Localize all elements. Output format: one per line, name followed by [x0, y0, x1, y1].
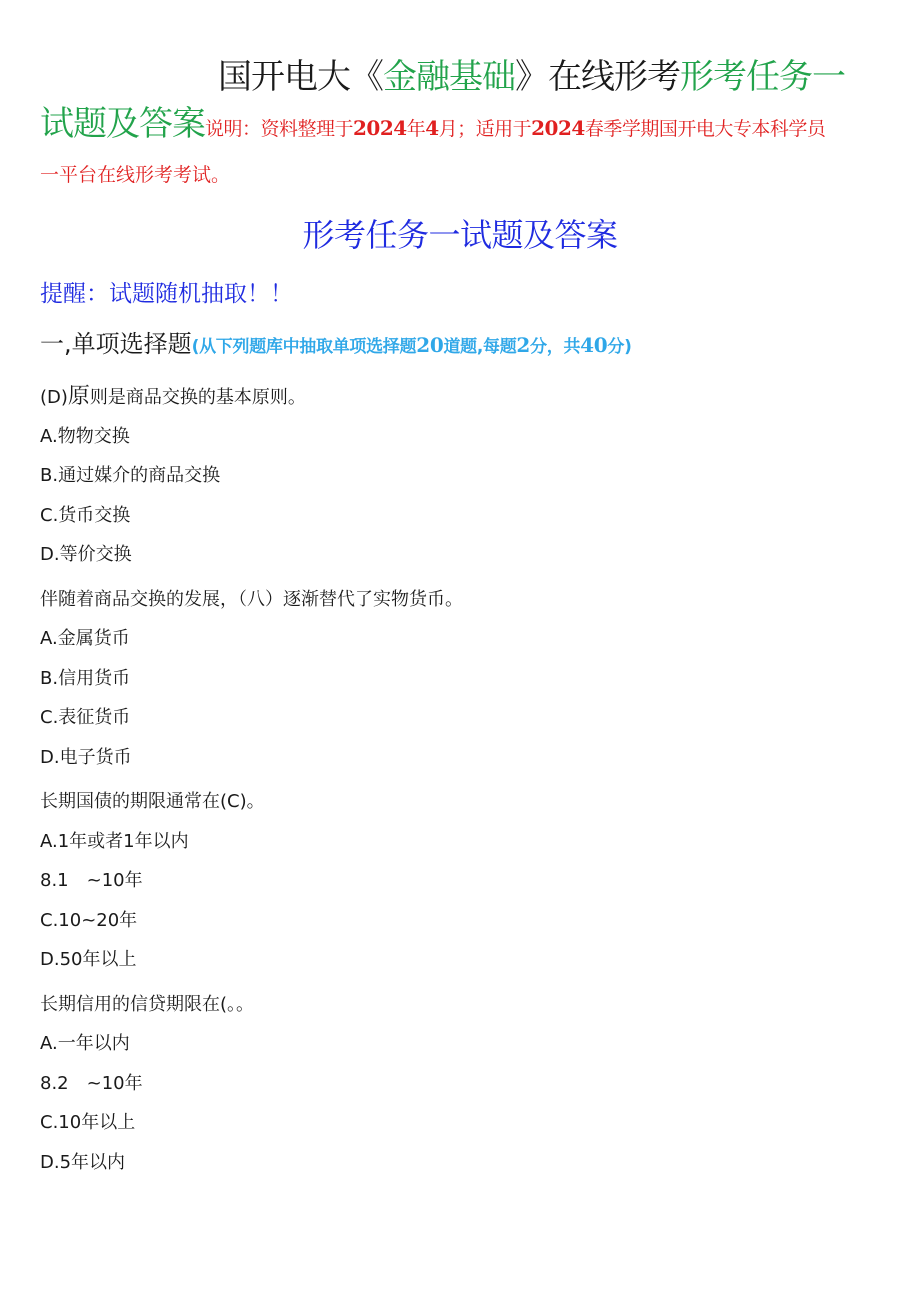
title-part-3: 形考任务一	[680, 57, 845, 97]
question-option: 8.1 ~10年	[40, 870, 143, 891]
note-part-c: 月；适用于	[438, 118, 532, 140]
part-heading	[40, 326, 632, 365]
question-option: A.1年或者1年以内	[40, 830, 189, 852]
note-part-b: 年	[406, 118, 426, 140]
question-option: A.金属货币	[40, 628, 130, 649]
question-stem: 长期国债的期限通常在(C)。	[40, 791, 265, 812]
question-stem-prefix: (D)	[40, 387, 68, 408]
part-sub-d: 分)	[607, 337, 632, 357]
question-option: C.10年以上	[40, 1112, 136, 1133]
note-line-2: 一平台在线形考考试。	[40, 164, 231, 186]
title-continuation-line	[40, 100, 900, 154]
question-option: A.一年以内	[40, 1033, 130, 1054]
part-heading-sub	[191, 333, 632, 357]
question-option: D.5年以内	[40, 1151, 126, 1173]
part-sub-num-1: 20	[416, 333, 444, 357]
document-title	[218, 54, 908, 100]
question-1	[40, 384, 880, 582]
question-stem: 伴随着商品交换的发展，（八）逐渐替代了实物货币。	[40, 588, 463, 610]
note-month: 4	[425, 116, 439, 140]
question-list	[40, 384, 880, 1194]
question-option: C.表征货币	[40, 707, 131, 728]
section-title: 形考任务一试题及答案	[302, 216, 618, 254]
reminder-text: 提醒：试题随机抽取！！	[40, 281, 293, 307]
title-part-1: 国开电大《	[218, 57, 383, 97]
title-part-2: 》在线形考	[515, 57, 680, 97]
part-heading-main: 一,单项选择题	[40, 330, 192, 358]
title-course-name: 金融基础	[383, 57, 515, 97]
question-3	[40, 789, 880, 987]
part-sub-num-2: 2	[516, 333, 531, 357]
note-part-a: 说明：资料整理于	[205, 118, 354, 140]
part-sub-a: (从下列题库中抽取单项选择题	[191, 337, 417, 357]
part-sub-num-3: 40	[580, 333, 608, 357]
question-stem-text: 则是商品交换的基本原则。	[89, 387, 306, 408]
question-stem-first-char: 原	[67, 384, 90, 409]
question-option: D.电子货币	[40, 746, 132, 768]
note-year-1: 2024	[353, 116, 407, 140]
question-option: D.50年以上	[40, 949, 137, 970]
question-stem: 长期信用的信贷期限在(。。	[40, 993, 255, 1015]
note-text	[205, 118, 825, 140]
part-sub-c: 分，共	[530, 337, 581, 357]
question-option: C.货币交换	[40, 504, 131, 526]
question-option: A.物物交换	[40, 425, 130, 447]
question-2	[40, 587, 880, 785]
question-option: D.等价交换	[40, 544, 132, 565]
note-year-2: 2024	[531, 116, 585, 140]
note-part-d: 春季学期国开电大专本科学员	[584, 118, 826, 140]
part-sub-b: 道题,每题	[443, 337, 517, 357]
question-option: B.信用货币	[40, 667, 131, 689]
question-stem	[40, 384, 880, 424]
title-continuation: 试题及答案	[40, 104, 205, 144]
question-option: C.10~20年	[40, 909, 138, 931]
question-4	[40, 992, 880, 1190]
question-option: 8.2 ~10年	[40, 1072, 143, 1094]
question-option: B.通过媒介的商品交换	[40, 465, 221, 486]
